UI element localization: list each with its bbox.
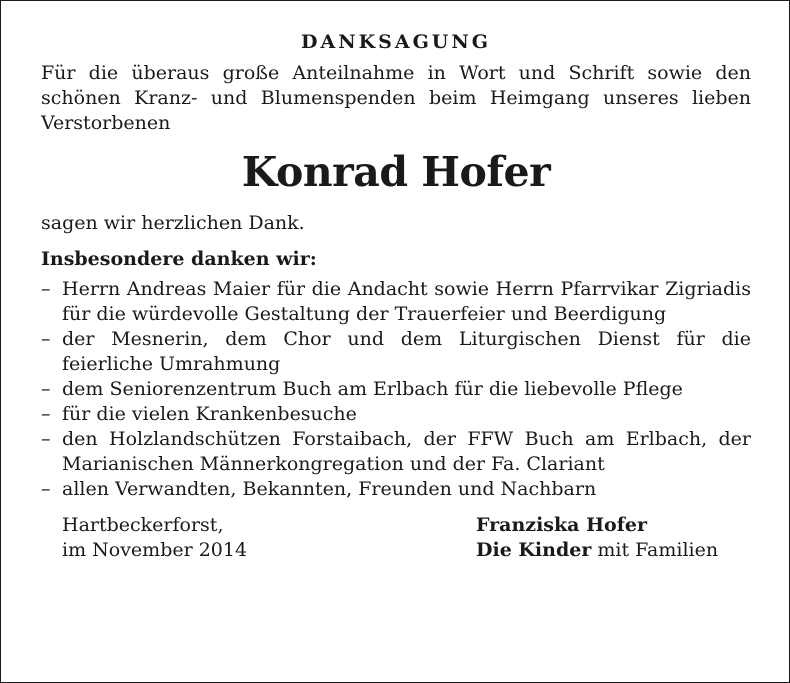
place-and-date — [62, 513, 247, 563]
list-item — [41, 277, 751, 327]
list-item-text: Herrn Andreas Maier für die Andacht sowie Herrn Pfarrvikar Zigriadis für die würdevolle Gestaltung der Trauerfeier und Beerdigung — [62, 278, 751, 325]
list-item-text: dem Seniorenzentrum Buch am Erlbach für die liebevolle Pflege — [62, 378, 683, 400]
place-text: Hartbeckerforst, — [62, 514, 224, 536]
list-dash: – — [41, 328, 51, 350]
list-dash: – — [41, 403, 51, 425]
notice-heading: DANKSAGUNG — [301, 31, 491, 53]
list-item-text: allen Verwandten, Bekannten, Freunden und Nachbarn — [62, 478, 597, 500]
signatories — [476, 513, 718, 563]
list-item — [41, 427, 751, 477]
list-item — [41, 327, 751, 377]
list-item — [41, 402, 751, 427]
list-item — [41, 477, 751, 502]
family-bold-text: Die Kinder — [476, 539, 592, 561]
list-dash: – — [41, 478, 51, 500]
list-dash: – — [41, 278, 51, 300]
special-thanks-heading: Insbesondere danken wir: — [41, 248, 317, 270]
list-dash: – — [41, 428, 51, 450]
notice-footer — [41, 513, 751, 565]
date-text: im November 2014 — [62, 539, 248, 561]
list-item-text: für die vielen Krankenbesuche — [62, 403, 357, 425]
thanks-list — [41, 277, 751, 502]
intro-text: Für die überaus große Anteilnahme in Wort und Schrift sowie den schönen Kranz- und Blumenspenden beim Heimgang unseres lieben Verstorbenen — [41, 62, 751, 134]
list-item-text: der Mesnerin, dem Chor und dem Liturgischen Dienst für die feierliche Umrahmung — [62, 328, 751, 375]
family-line — [476, 538, 718, 563]
deceased-name: Konrad Hofer — [241, 148, 551, 196]
thanks-text: sagen wir herzlichen Dank. — [41, 212, 305, 234]
list-item — [41, 377, 751, 402]
signer-name: Franziska Hofer — [476, 514, 647, 536]
family-rest-text: mit Familien — [591, 539, 719, 561]
notice-content — [41, 27, 751, 565]
list-dash: – — [41, 378, 51, 400]
list-item-text: den Holzlandschützen Forstaibach, der FFW Buch am Erlbach, der Marianischen Männerkongregation und der Fa. Clariant — [62, 428, 751, 475]
